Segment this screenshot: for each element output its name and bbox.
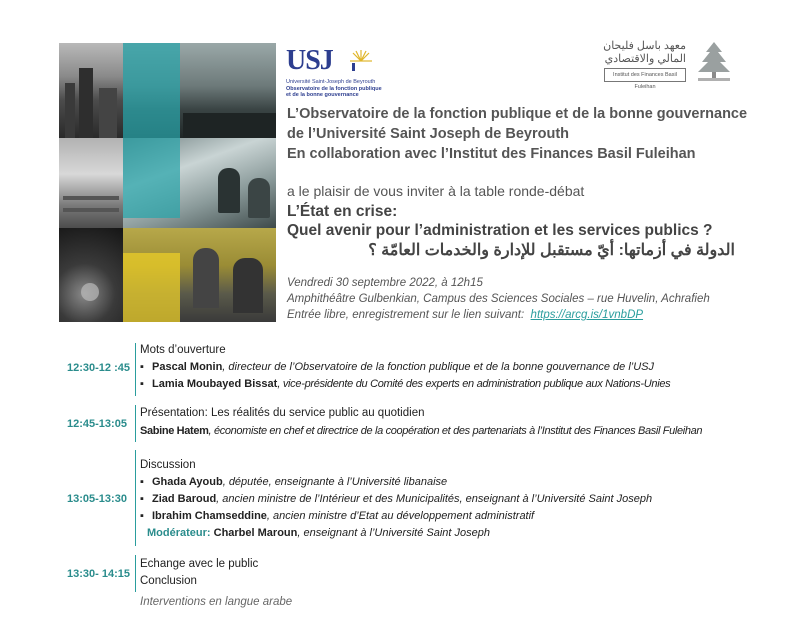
cedar-emblem-icon (694, 40, 734, 82)
speaker-name: Ziad Baroud (152, 493, 217, 505)
header-line: L’Observatoire de la fonction publique et de la bonne gouvernance (287, 106, 748, 122)
session-time: 12:30-12 :45 (67, 362, 130, 374)
ifbf-logo (603, 40, 686, 90)
speaker-role: , économiste en chef et directrice de la coopération et des partenariats à l’Institut des Finances Basil Fuleihan (208, 425, 703, 437)
usj-wordmark: USJ (286, 45, 333, 76)
session-time: 13:30- 14:15 (67, 568, 130, 580)
session-title: Echange avec le public (140, 558, 259, 570)
speaker-item (140, 476, 447, 488)
event-date: Vendredi 30 septembre 2022, à 12h15 (287, 277, 483, 289)
speaker-name: Ghada Ayoub (152, 476, 223, 488)
speaker-name: Lamia Moubayed Bissat (152, 378, 278, 390)
speaker-item (140, 361, 654, 373)
photo-empty-classroom (59, 138, 123, 228)
ifbf-arabic-line: المالي والاقتصادي (604, 53, 686, 65)
session-time: 13:05-13:30 (67, 493, 127, 505)
event-registration (287, 309, 643, 321)
bullet-icon: ▪ (140, 378, 144, 390)
speaker-role: , directeur de l’Observatoire de la fonction publique et de la bonne gouvernance de l’USJ (222, 361, 655, 373)
photo-collage (59, 43, 276, 322)
speaker-name: Pascal Monin (152, 361, 223, 373)
ifbf-arabic-name (603, 40, 686, 66)
session-title: Conclusion (140, 575, 197, 587)
session-title: Présentation: Les réalités du service public au quotidien (140, 407, 425, 419)
moderator-label: Modérateur: (147, 527, 211, 539)
program-divider (135, 405, 136, 442)
language-note: Interventions en langue arabe (140, 596, 293, 608)
usj-subtitle-line: Université Saint-Joseph de Beyrouth (286, 79, 376, 85)
speaker-name: Ibrahim Chamseddine (152, 510, 267, 522)
bullet-icon: ▪ (140, 476, 144, 488)
yellow-overlay (123, 253, 180, 322)
header-line: de l’Université Saint Joseph de Beyrouth (287, 126, 570, 142)
sun-icon (350, 49, 372, 71)
speaker-role: , députée, enseignante à l’Université libanaise (222, 476, 448, 488)
event-subtitle: Quel avenir pour l’administration et les services publics ? (287, 222, 713, 239)
registration-link[interactable]: https://arcg.is/1vnbDP (530, 309, 644, 321)
ifbf-latin-name: Institut des Finances Basil Fuleihan (604, 68, 686, 82)
usj-subtitle-line: Observatoire de la fonction publique (286, 85, 382, 92)
usj-subtitle (286, 79, 382, 99)
speaker-item (140, 510, 534, 522)
moderator-name: Charbel Maroun (213, 527, 298, 539)
speaker-item (140, 493, 652, 505)
photo-street-fire (59, 228, 123, 322)
photo-city-ruins (59, 43, 123, 138)
speaker-item (140, 378, 670, 390)
session-title: Discussion (140, 459, 196, 471)
usj-subtitle-line: et de la bonne gouvernance (286, 92, 359, 98)
invitation-text: a le plaisir de vous inviter à la table ronde-débat (287, 183, 585, 199)
speaker-item (140, 425, 702, 437)
speaker-role: , ancien ministre de l’Intérieur et des Municipalités, enseignant à l’Université Saint Joseph (216, 493, 653, 505)
registration-text: Entrée libre, enregistrement sur le lien suivant: (287, 309, 525, 321)
event-venue: Amphithéâtre Gulbenkian, Campus des Sciences Sociales – rue Huvelin, Achrafieh (287, 293, 710, 305)
header-line: En collaboration avec l’Institut des Finances Basil Fuleihan (287, 146, 696, 162)
session-time: 12:45-13:05 (67, 418, 127, 430)
ifbf-arabic-line: معهد باسل فليحان (603, 40, 686, 52)
bullet-icon: ▪ (140, 361, 144, 373)
teal-overlay (123, 43, 180, 218)
moderator-role: , enseignant à l’Université Saint Joseph (297, 527, 490, 539)
speaker-role: , vice-présidente du Comité des experts en administration publique aux Nations-Unies (277, 378, 671, 390)
bullet-icon: ▪ (140, 493, 144, 505)
event-title: L’État en crise: (287, 203, 398, 220)
speaker-role: , ancien ministre d’Etat au développement administratif (266, 510, 535, 522)
event-title-arabic: الدولة في أزماتها: أيّ مستقبل للإدارة والخدمات العامّة ؟ (368, 242, 735, 259)
bullet-icon: ▪ (140, 510, 144, 522)
usj-logo (286, 45, 382, 105)
program-divider (135, 555, 136, 592)
program-divider (135, 343, 136, 396)
moderator-item (147, 527, 490, 539)
program-divider (135, 450, 136, 546)
session-title: Mots d’ouverture (140, 344, 226, 356)
speaker-name: Sabine Hatem (140, 425, 209, 437)
